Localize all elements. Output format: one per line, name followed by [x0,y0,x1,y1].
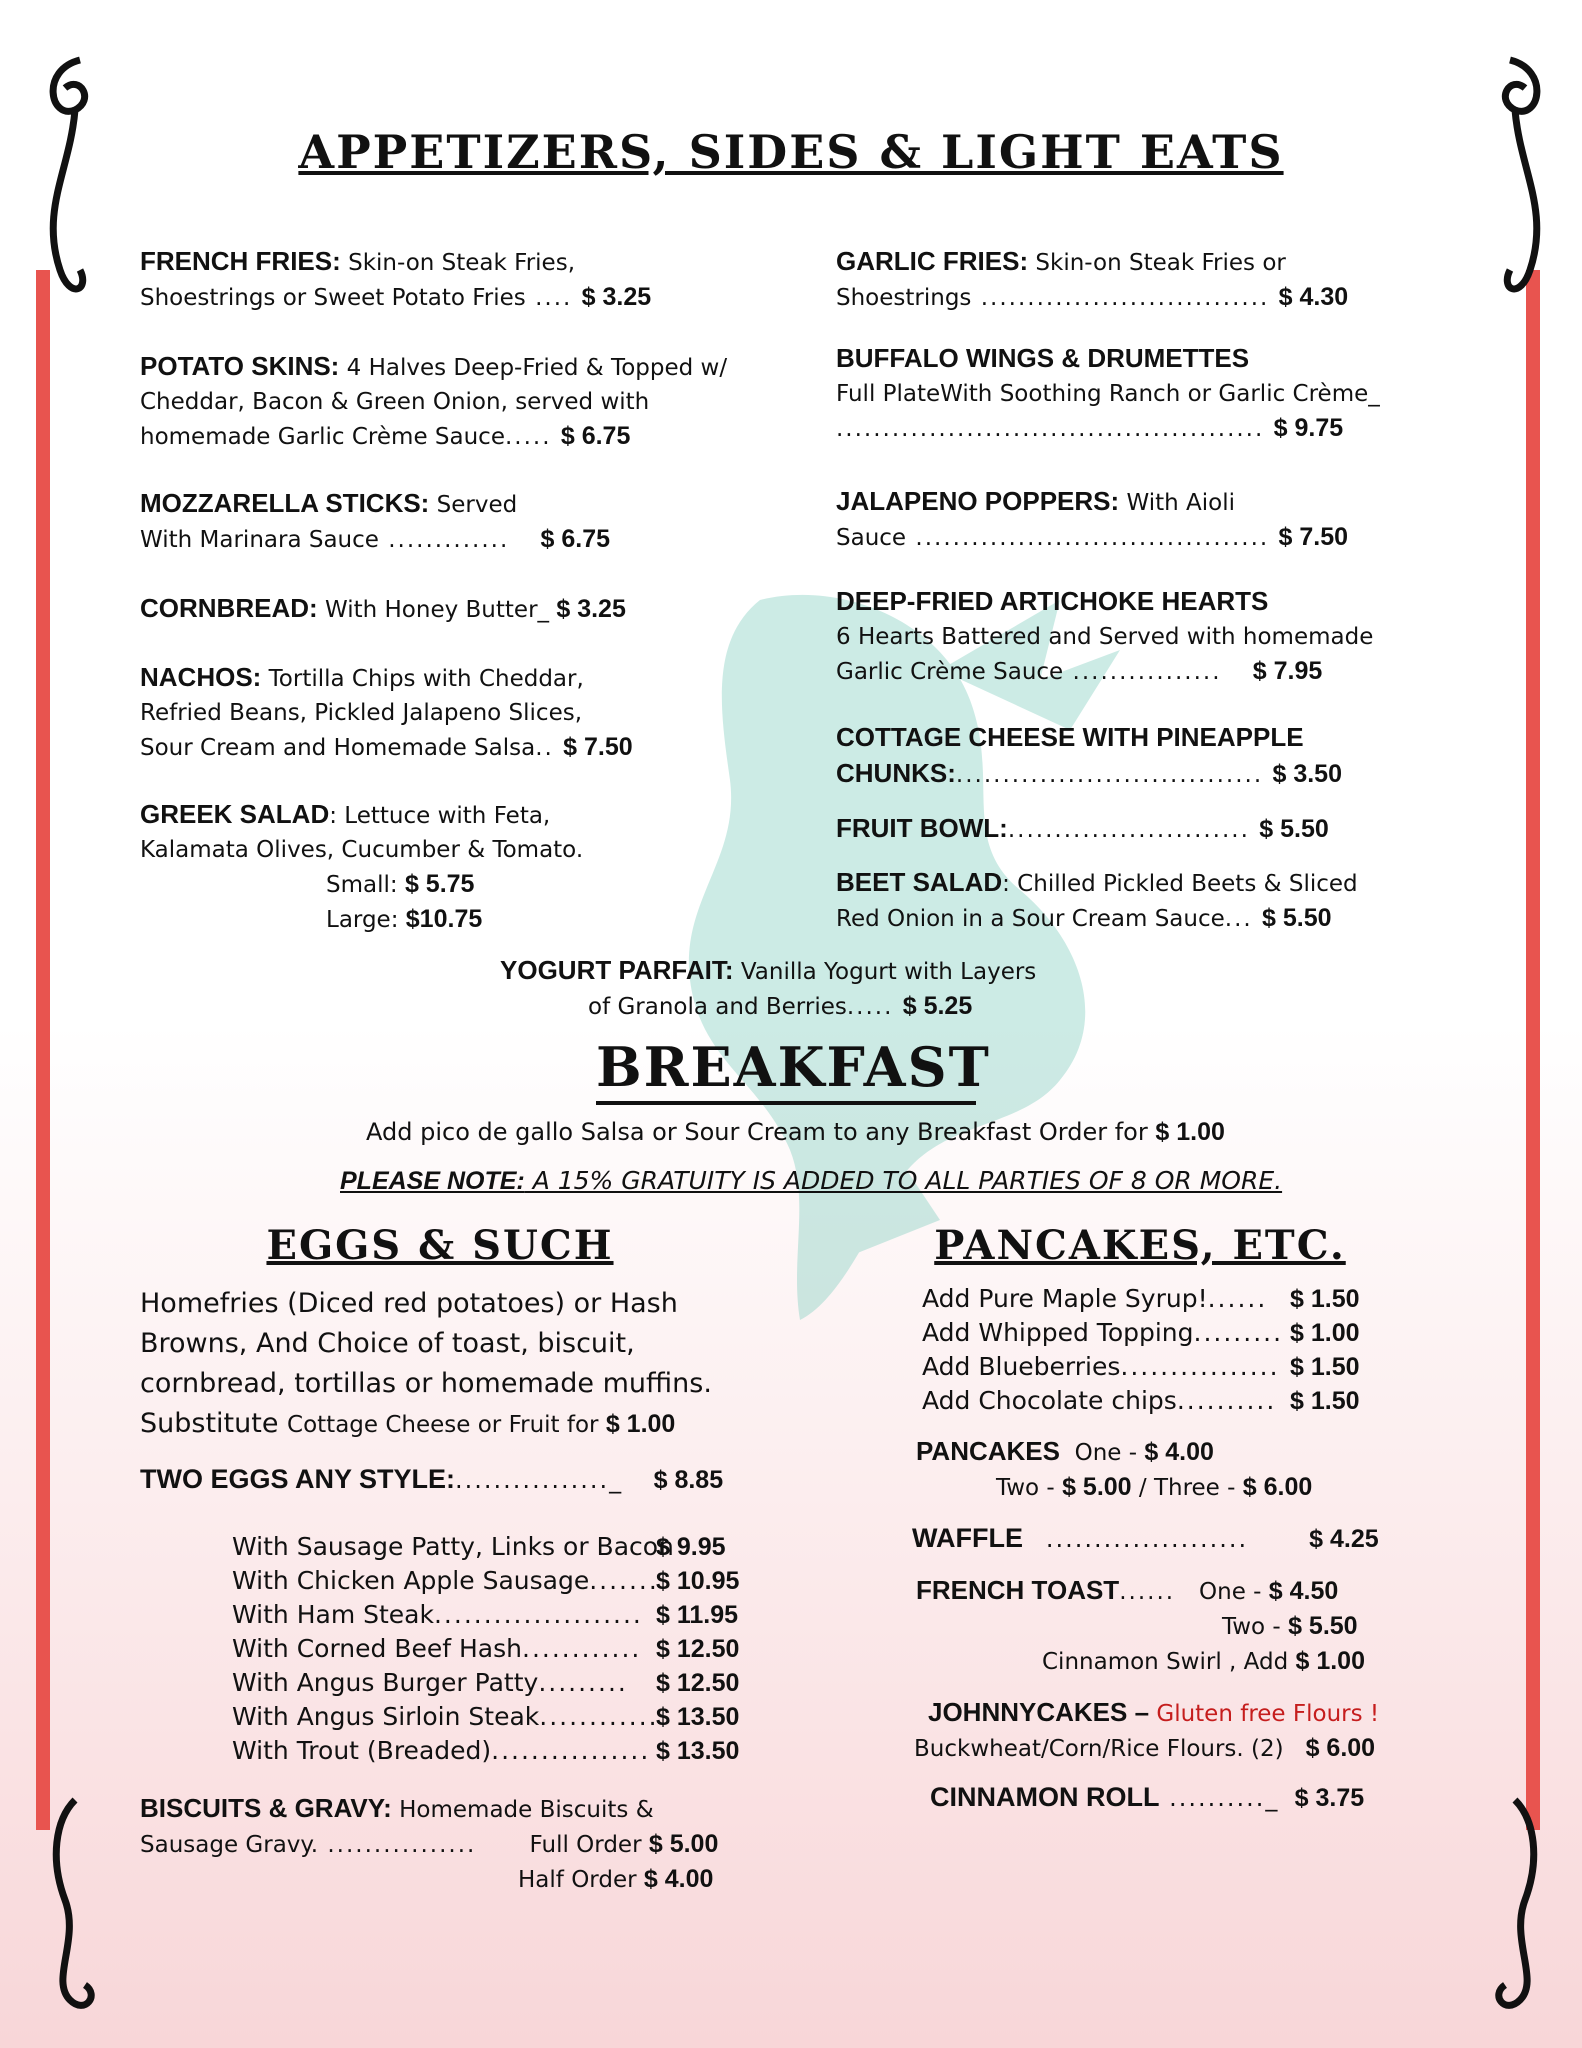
item-price: $ 6.00 [1242,1473,1313,1501]
intro-line: Cottage Cheese or Fruit for [287,1412,606,1438]
item-name: MOZZARELLA STICKS: [140,488,430,518]
item-name: JALAPENO POPPERS: [836,486,1120,516]
item-price: $ 1.00 [1295,1647,1365,1675]
item-price: $10.75 [405,905,483,933]
qty-label: Two - [996,1475,1055,1501]
intro-line: cornbread, tortillas or homemade muffins. [140,1368,712,1399]
eggs-title: EGGS & SUCH [266,1222,614,1269]
egg-option-row [232,1700,766,1734]
item-desc: With Marinara Sauce [140,527,379,553]
option-price: $ 1.50 [1290,1387,1360,1415]
item-desc: : Lettuce with Feta, [329,803,551,829]
item-desc: With Aioli [1119,490,1235,516]
item-name: JOHNNYCAKES – [928,1697,1150,1727]
item-desc: of Granola and Berries [588,994,847,1020]
left-bottom-scroll-ornament [20,1790,110,2030]
cinnamon-roll-item: CINNAMON ROLL .........._ $ 3.75 [930,1782,1365,1812]
garlic-fries-item: GARLIC FRIES: Skin-on Steak Fries or Shoestrings ............................... $ 4.30 [836,246,1349,311]
gratuity-note [340,1166,1282,1196]
qty-label: Cinnamon Swirl , Add [1042,1649,1289,1675]
item-price: $ 5.75 [404,870,475,898]
pancake-addon-row [922,1316,1400,1350]
item-price: $ 3.25 [581,283,652,311]
item-price: $ 5.00 [648,1830,719,1858]
option-label: With Ham Steak [232,1600,434,1629]
artichoke-hearts-item: DEEP-FRIED ARTICHOKE HEARTS 6 Hearts Battered and Served with homemade Garlic Crème Sauce ................ $ 7.95 [836,586,1374,685]
note-label: PLEASE NOTE: [340,1167,525,1195]
item-name: BEET SALAD [836,867,1003,897]
option-label: Add Blueberries [922,1352,1121,1381]
item-desc: Skin-on Steak Fries or [1028,250,1286,276]
item-desc: : Chilled Pickled Beets & Sliced [1002,871,1358,897]
item-price: $ 8.85 [653,1466,724,1494]
option-label: With Trout (Breaded) [232,1736,492,1765]
item-name: CINNAMON ROLL [930,1782,1160,1812]
jalapeno-poppers-item: JALAPENO POPPERS: With Aioli Sauce ...................................... $ 7.50 [836,486,1349,551]
option-price: $ 13.50 [656,1737,740,1765]
item-price: $ 4.50 [1268,1577,1339,1605]
item-name: DEEP-FRIED ARTICHOKE HEARTS [836,586,1269,616]
item-name: WAFFLE [912,1523,1023,1553]
leader-dots: ............ [539,1702,659,1731]
option-price: $ 12.50 [656,1669,740,1697]
pancake-addon-row [922,1350,1400,1384]
item-name: CORNBREAD: [140,593,318,623]
option-label: Add Chocolate chips [922,1386,1177,1415]
pancake-addon-row [922,1282,1400,1316]
item-desc: 4 Halves Deep-Fried & Topped w/ [339,355,728,381]
intro-price: $ 1.00 [605,1410,676,1438]
breakfast-addon-line [366,1115,1225,1149]
leader-dots: ................ [491,1736,651,1765]
qty-label: Three - [1153,1475,1236,1501]
option-price: $ 1.50 [1290,1353,1360,1381]
item-desc: Full PlateWith Soothing Ranch or Garlic Crème [836,381,1369,407]
option-price: $ 1.50 [1290,1285,1360,1313]
item-desc: Sour Cream and Homemade Salsa [140,735,536,761]
option-price: $ 1.00 [1290,1319,1360,1347]
qty-label: One - [1074,1440,1138,1466]
option-price: $ 12.50 [656,1635,740,1663]
item-name: TWO EGGS ANY STYLE: [140,1464,456,1494]
item-name: FRENCH TOAST [916,1575,1120,1605]
item-price: $ 3.75 [1294,1784,1365,1812]
option-label: Add Pure Maple Syrup! [922,1284,1208,1313]
item-price: $ 5.50 [1262,904,1332,932]
beet-salad-item: BEET SALAD: Chilled Pickled Beets & Sliced Red Onion in a Sour Cream Sauce... $ 5.50 [836,867,1358,932]
item-price: $ 6.00 [1305,1734,1376,1762]
eggs-intro [140,1284,780,1445]
right-bottom-scroll-ornament [1480,1790,1570,2030]
item-name: BUFFALO WINGS & DRUMETTES [836,343,1250,373]
item-price: $ 7.50 [1278,523,1349,551]
item-name: NACHOS: [140,662,262,692]
potato-skins-item: POTATO SKINS: 4 Halves Deep-Fried & Topped w/ Cheddar, Bacon & Green Onion, served with homemade Garlic Crème Sauce..... $ 6.75 [140,351,728,450]
leader-dots: ................ [1120,1352,1280,1381]
cottage-cheese-item: COTTAGE CHEESE WITH PINEAPPLE CHUNKS:................................. $ 3.50 [836,722,1342,788]
leader-dots: ...... [1207,1284,1268,1313]
appetizers-title: APPETIZERS, SIDES & LIGHT EATS [298,125,1284,179]
item-desc: Sausage Gravy. [140,1832,319,1858]
item-price: $ 9.75 [1273,414,1344,442]
item-price: $ 5.50 [1259,815,1329,843]
pancakes-title: PANCAKES, ETC. [934,1222,1346,1269]
fruit-bowl-item: FRUIT BOWL:.......................... $ 5.50 [836,813,1329,843]
item-desc: Refried Beans, Pickled Jalapeno Slices, [140,700,583,726]
option-label: With Sausage Patty, Links or Bacon [232,1532,674,1561]
egg-option-row [232,1598,766,1632]
pancakes-item [916,1434,1476,1505]
two-eggs-item: TWO EGGS ANY STYLE:................_ $ 8.85 [140,1464,724,1494]
item-name: BISCUITS & GRAVY: [140,1793,392,1823]
item-name: COTTAGE CHEESE WITH PINEAPPLE [836,722,1304,752]
item-name: GARLIC FRIES: [836,246,1029,276]
leader-dots: .......... [1176,1386,1277,1415]
item-desc: Buckwheat/Corn/Rice Flours. (2) [914,1736,1284,1762]
gluten-free-note: Gluten free Flours ! [1156,1701,1380,1727]
option-label: With Corned Beef Hash [232,1634,522,1663]
intro-line: Substitute [140,1408,288,1439]
leader-dots: ..................... [433,1600,643,1629]
item-desc: Tortilla Chips with Cheddar, [261,666,584,692]
egg-option-row [232,1564,766,1598]
left-top-scroll-ornament [20,40,110,320]
leader-dots: ............ [522,1634,642,1663]
separator: / [1131,1475,1154,1501]
breakfast-title: BREAKFAST [596,1035,976,1105]
item-name: GREEK SALAD [140,799,330,829]
mozzarella-sticks-item: MOZZARELLA STICKS: Served With Marinara Sauce ............. $ 6.75 [140,488,611,553]
item-desc: Red Onion in a Sour Cream Sauce [836,906,1225,932]
right-top-scroll-ornament [1480,40,1570,320]
item-name: PANCAKES [916,1436,1060,1466]
biscuits-gravy-item: BISCUITS & GRAVY: Homemade Biscuits & Sausage Gravy. ................ Full Order $ 5.00 Half Order $ 4.00 [140,1793,719,1893]
johnnycakes-item [914,1695,1494,1766]
item-desc: Cheddar, Bacon & Green Onion, served with [140,389,650,415]
item-name: FRUIT BOWL: [836,813,1008,843]
item-price: $ 4.00 [1144,1438,1214,1466]
egg-option-row [232,1530,766,1564]
item-price: $ 7.95 [1252,657,1323,685]
item-name: CHUNKS: [836,758,956,788]
greek-salad-item [140,797,720,937]
egg-option-row [232,1632,766,1666]
option-price: $ 13.50 [656,1703,740,1731]
leader-dots: ......... [1193,1318,1284,1347]
item-desc: homemade Garlic Crème Sauce [140,424,505,450]
size-label: Half Order [518,1867,637,1893]
item-price: $ 5.50 [1288,1612,1358,1640]
pancake-addon-row [922,1384,1400,1418]
item-desc: Shoestrings [836,285,972,311]
option-label: With Angus Burger Patty [232,1668,539,1697]
item-desc: Garlic Crème Sauce [836,659,1064,685]
egg-option-row [232,1666,766,1700]
option-label: Add Whipped Topping [922,1318,1194,1347]
item-desc: Shoestrings or Sweet Potato Fries [140,285,526,311]
addon-price: $ 1.00 [1155,1118,1225,1146]
item-name: FRENCH FRIES: [140,246,341,276]
waffle-item: WAFFLE ..................... $ 4.25 [912,1523,1379,1553]
item-desc: 6 Hearts Battered and Served with homemade [836,624,1374,650]
option-price: $ 9.95 [656,1533,726,1561]
item-price: $ 7.50 [563,733,633,761]
item-desc: With Honey Butter [317,597,538,623]
qty-label: Two - [1222,1614,1281,1640]
addon-text: Add pico de gallo Salsa or Sour Cream to any Breakfast Order for [366,1118,1156,1146]
item-name: POTATO SKINS: [140,351,340,381]
left-border-bar [36,270,50,1830]
item-desc: Homemade Biscuits & [391,1797,654,1823]
item-price: $ 4.30 [1278,283,1349,311]
item-price: $ 6.75 [540,525,611,553]
option-price: $ 11.95 [656,1601,739,1629]
option-label: With Chicken Apple Sausage [232,1566,590,1595]
egg-option-row [232,1734,766,1768]
size-label: Full Order [529,1832,642,1858]
intro-line: Homefries (Diced red potatoes) or Hash [140,1288,678,1319]
nachos-item: NACHOS: Tortilla Chips with Cheddar, Refried Beans, Pickled Jalapeno Slices, Sour Cream and Homemade Salsa.. $ 7.50 [140,662,633,761]
item-price: $ 3.50 [1272,760,1342,788]
right-border-bar [1526,270,1540,1830]
item-desc: Sauce [836,525,907,551]
buffalo-wings-item: BUFFALO WINGS & DRUMETTES Full PlateWith Soothing Ranch or Garlic Crème_ .............................................. $ 9.75 [836,343,1380,442]
item-price: $ 3.25 [556,595,626,623]
item-desc: Served [429,492,518,518]
item-desc: Skin-on Steak Fries, [340,250,576,276]
size-label: Large: [326,907,399,933]
cornbread-item: CORNBREAD: With Honey Butter_ $ 3.25 [140,593,626,623]
qty-label: One - [1199,1579,1262,1605]
item-price: $ 4.00 [643,1865,714,1893]
item-price: $ 6.75 [560,422,631,450]
note-text: A 15% GRATUITY IS ADDED TO ALL PARTIES OF 8 OR MORE. [524,1166,1283,1195]
yogurt-parfait-item: YOGURT PARFAIT: Vanilla Yogurt with Layers of Granola and Berries..... $ 5.25 [500,955,1037,1020]
french-toast-item: FRENCH TOAST...... One - $ 4.50 Two - $ 5.50 Cinnamon Swirl , Add $ 1.00 [916,1575,1365,1675]
intro-line: Browns, And Choice of toast, biscuit, [140,1328,635,1359]
item-price: $ 5.00 [1062,1473,1132,1501]
option-price: $ 10.95 [656,1567,740,1595]
leader-dots: ......... [538,1668,628,1697]
leader-dots: ....... [589,1566,659,1595]
item-price: $ 5.25 [902,992,973,1020]
option-label: With Angus Sirloin Steak [232,1702,540,1731]
item-desc: Vanilla Yogurt with Layers [733,959,1037,985]
item-name: YOGURT PARFAIT: [500,955,734,985]
item-price: $ 4.25 [1309,1525,1379,1553]
size-label: Small: [326,872,398,898]
item-desc: Kalamata Olives, Cucumber & Tomato. [140,837,584,863]
french-fries-item: FRENCH FRIES: Skin-on Steak Fries, Shoestrings or Sweet Potato Fries .... $ 3.25 [140,246,652,311]
